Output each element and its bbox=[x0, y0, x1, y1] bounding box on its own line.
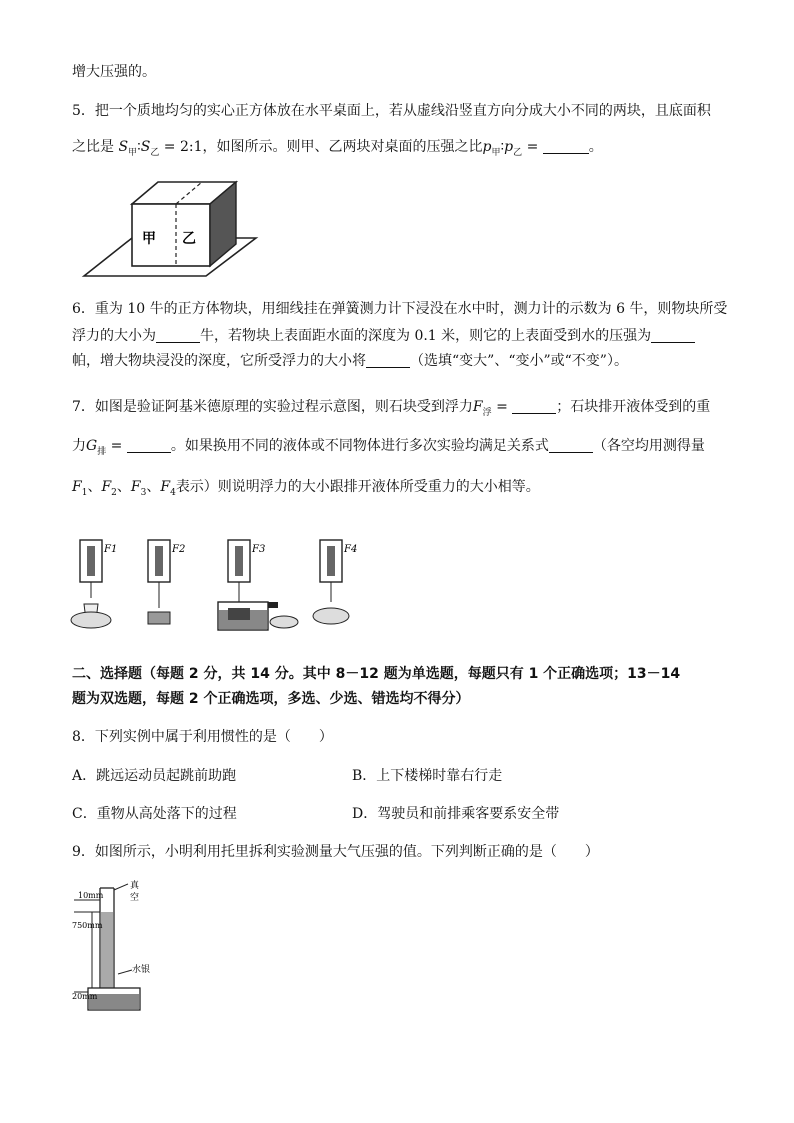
archimedes-figure bbox=[70, 536, 370, 636]
figure-label: F2 bbox=[172, 544, 186, 555]
figure-label: F4 bbox=[344, 544, 358, 555]
figure-label: F1 bbox=[104, 544, 118, 555]
spring-scale-1 bbox=[71, 540, 117, 628]
figure-label: 乙 bbox=[182, 231, 196, 247]
figure-label: 真 bbox=[130, 881, 140, 891]
spring-scale-3 bbox=[218, 540, 298, 630]
figure-label: 10mm bbox=[78, 891, 104, 900]
spring-scale-2 bbox=[148, 540, 185, 624]
q8-stem: 8．下列实例中属于利用惯性的是（ ） bbox=[72, 729, 333, 745]
figure-label: F3 bbox=[252, 544, 266, 555]
section-heading-line1: 二、选择题（每题 2 分，共 14 分。其中 8－12 题为单选题，每题只有 1 个正确选项；13－14 bbox=[72, 666, 681, 682]
answer-blank bbox=[543, 139, 589, 154]
torricelli-figure bbox=[70, 878, 180, 1014]
spring-scale-4 bbox=[313, 540, 357, 624]
answer-blank bbox=[512, 399, 556, 414]
answer-blank bbox=[549, 438, 593, 453]
figure-label: 水银 bbox=[132, 965, 151, 975]
q5-line2: 之比是 $S_甲∶S_乙$ = 2:1，如图所示。则甲、乙两块对桌面的压强之比$p_甲∶p_乙$ = 。 bbox=[72, 139, 603, 158]
q6-line3: 帕，增大物块浸没的深度，它所受浮力的大小将 （选填“变大”、“变小”或“不变”）。 bbox=[72, 353, 628, 369]
q8-option-b: B．上下楼梯时靠右行走 bbox=[352, 768, 503, 784]
answer-blank bbox=[156, 328, 200, 343]
figure-label: 空 bbox=[130, 893, 140, 903]
text-line: 增大压强的。 bbox=[72, 64, 156, 80]
figure-label: 甲 bbox=[142, 231, 156, 247]
section-heading-line2: 题为双选题，每题 2 个正确选项，多选、少选、错选均不得分） bbox=[72, 691, 470, 707]
q8-option-a: A．跳远运动员起跳前助跑 bbox=[72, 768, 237, 784]
q7-line3: $F_1$、$F_2$、$F_3$、$F_4$表示）则说明浮力的大小跟排开液体所受重力的大小相等。 bbox=[72, 479, 540, 498]
q7-line2: 力$G_排$ = 。如果换用不同的液体或不同物体进行多次实验均满足关系式 （各空均用测得量 bbox=[72, 438, 705, 457]
q6-line1: 6．重为 10 牛的正方体物块，用细线挂在弹簧测力计下浸没在水中时，测力计的示数为 6 牛，则物块所受 bbox=[72, 301, 728, 317]
q6-line2: 浮力的大小为 牛，若物块上表面距水面的深度为 0.1 米，则它的上表面受到水的压强为 bbox=[72, 326, 695, 346]
q9-stem: 9．如图所示，小明利用托里拆利实验测量大气压强的值。下列判断正确的是（ ） bbox=[72, 844, 599, 860]
q8-option-d: D．驾驶员和前排乘客要系安全带 bbox=[352, 806, 560, 822]
answer-blank bbox=[651, 328, 695, 343]
q5-line1: 5．把一个质地均匀的实心正方体放在水平桌面上，若从虚线沿竖直方向分成大小不同的两块，且底面积 bbox=[72, 103, 711, 119]
answer-blank bbox=[127, 438, 171, 453]
answer-blank bbox=[366, 353, 410, 368]
q7-line1: 7．如图是验证阿基米德原理的实验过程示意图，则石块受到浮力$F_浮$ = ；石块排开液体受到的重 bbox=[72, 399, 711, 418]
figure-label: 20mm bbox=[72, 992, 98, 1001]
q8-option-c: C．重物从高处落下的过程 bbox=[72, 806, 237, 822]
cube-figure bbox=[80, 176, 260, 280]
figure-label: 750mm bbox=[72, 921, 103, 930]
